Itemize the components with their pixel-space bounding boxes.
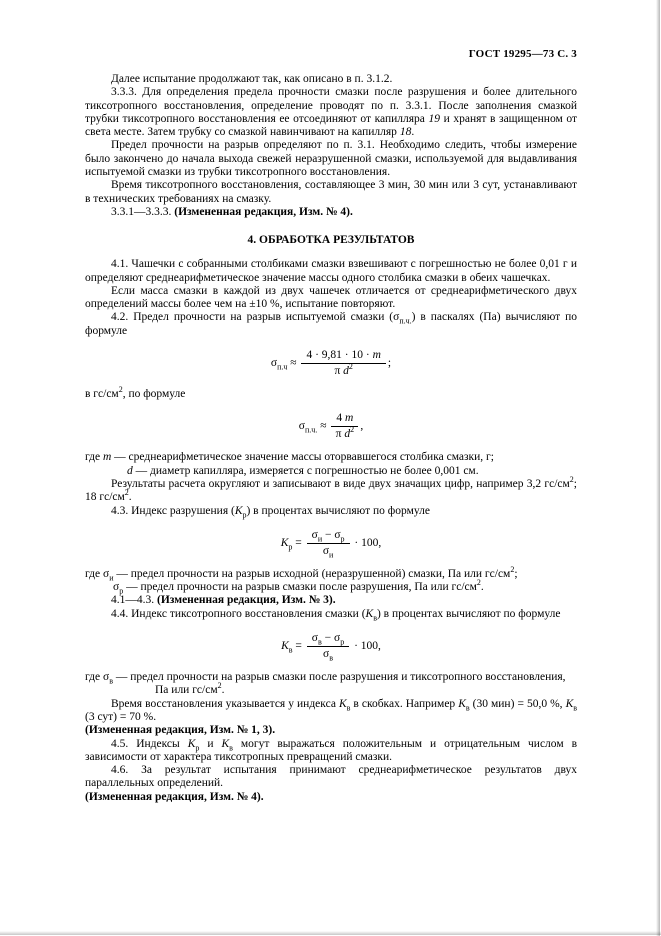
text-segment: К <box>280 536 289 549</box>
text-segment: − σ <box>322 528 341 541</box>
gost-header <box>85 48 577 60</box>
para-4-5 <box>85 738 577 765</box>
text-segment: где <box>85 451 103 464</box>
text-segment: σ <box>322 648 330 661</box>
fraction-numerator <box>307 632 349 647</box>
text-segment: могут выражаться положительным и отрицательным числом в зависимости от характера тиксотропных превращений смазки. <box>85 737 577 763</box>
text-segment: и <box>199 737 222 750</box>
formula-restoration-index <box>85 632 577 661</box>
text-segment: К <box>458 697 466 710</box>
text-segment: ) в процентах вычисляют по формуле <box>246 504 430 517</box>
text-segment: в <box>229 742 233 752</box>
para-strength-determination <box>85 139 577 179</box>
text-segment: · 100, <box>351 640 381 653</box>
text-segment: σ <box>311 528 318 541</box>
scan-edge-bottom <box>0 931 661 935</box>
text-segment: − σ <box>321 632 341 645</box>
para-4-3 <box>85 505 577 518</box>
text-segment: ; <box>387 357 392 370</box>
para-3-3-3 <box>85 86 577 139</box>
text-segment: 4 <box>336 412 345 425</box>
text-segment: К <box>234 504 243 517</box>
text-segment: и <box>329 550 334 560</box>
text-segment: К <box>565 697 574 710</box>
text-segment: Время восстановления указывается у индекса <box>111 697 339 710</box>
text-segment: σ <box>322 544 330 557</box>
formula-strength-pa <box>85 349 577 378</box>
text-segment: 4 · 9,81 · 10 · <box>306 349 373 362</box>
text-segment: , <box>360 420 364 433</box>
text-segment: п.ч. <box>305 425 318 435</box>
text-segment: — диаметр капилляра, измеряется с погрешностью не более 0,001 см. <box>132 464 479 477</box>
text-segment: · 100, <box>351 536 382 549</box>
formula-post <box>351 640 381 652</box>
text-segment: где σ <box>85 567 110 580</box>
text-segment: (Измененная редакция, Изм. № 1, 3). <box>85 724 276 737</box>
text-segment: . <box>411 126 415 139</box>
text-segment: 4.6. За результат испытания принимают среднеарифметическое результатов двух параллельных определений. <box>85 764 577 790</box>
text-segment: в <box>329 653 333 663</box>
para-restoration-time <box>85 179 577 206</box>
para-4-1 <box>85 258 577 285</box>
para-4-1-tolerance <box>85 285 577 312</box>
text-segment: 4.4. Индекс тиксотропного восстановления смазки ( <box>111 607 366 620</box>
text-segment: р <box>195 742 200 752</box>
text-segment: ; <box>514 567 518 580</box>
text-segment: К <box>221 737 230 750</box>
text-segment: σ <box>298 420 305 433</box>
text-segment: (Измененная редакция, Изм. № 4). <box>85 790 264 803</box>
formula-lhs <box>280 536 305 552</box>
para-restoration-example <box>85 698 577 725</box>
fraction-denominator <box>301 364 385 378</box>
formula-lhs <box>270 357 300 372</box>
text-segment: и хранят в защищенном от света месте. Затем трубку со смазкой навинчивают на капилляр <box>85 112 577 139</box>
formula-post <box>388 357 391 369</box>
text-segment: п.ч. <box>399 316 412 326</box>
text-segment: d <box>127 464 133 477</box>
text-segment: р <box>340 534 345 544</box>
text-segment: в <box>346 702 351 712</box>
text-segment: 3.3.1—3.3.3. <box>111 205 175 218</box>
text-segment: в <box>373 613 377 623</box>
text-segment: Далее испытание продолжают так, как описано в п. 3.1.2. <box>111 73 393 85</box>
text-segment: в <box>288 645 293 655</box>
text-segment: σ <box>311 632 318 645</box>
text-segment: п.ч <box>277 362 288 372</box>
text-segment: — предел прочности на разрыв исходной (неразрушенной) смазки, Па или гс/см <box>113 567 511 580</box>
text-segment: ≈ <box>287 357 300 370</box>
text-segment: . <box>480 581 484 594</box>
text-segment: р <box>288 542 293 552</box>
text-segment: 2 <box>118 385 123 395</box>
text-segment: р <box>340 637 345 647</box>
para-4-6 <box>85 764 577 791</box>
where-sigma-v-units <box>155 681 577 697</box>
text-segment: π <box>335 428 345 441</box>
text-segment: d <box>343 365 349 378</box>
text-segment: Результаты расчета округляют и записывают в виде двух значащих цифр, например 3,2 гс/см <box>111 477 570 490</box>
text-segment: 4.2. Предел прочности на разрыв испытуемой смазки (σ <box>111 311 400 324</box>
text-segment: (30 мин) = 50,0 %, <box>469 697 566 710</box>
para-rounding <box>85 475 577 505</box>
where-sigma-i-line <box>85 565 577 583</box>
text-segment: Если масса смазки в каждой из двух чашечек отличается от среднеарифметического двух определений массы более чем на ±10 %, испытание повторяют. <box>85 284 577 311</box>
where-sigma-r-line <box>113 578 577 596</box>
doc-number: ГОСТ 19295—73 С. 3 <box>468 48 577 60</box>
text-segment: в <box>465 702 470 712</box>
text-segment: 2 <box>476 578 481 588</box>
text-segment: π <box>334 365 344 378</box>
formula-strength-gs <box>85 412 577 441</box>
text-segment: ; 18 гс/см <box>85 477 577 504</box>
where-sigma-v-line <box>85 671 577 684</box>
text-segment: m <box>372 349 381 362</box>
fraction <box>329 412 360 441</box>
text-segment: 2 <box>217 681 222 691</box>
text-segment: К <box>281 640 289 653</box>
text-segment: . <box>128 491 132 504</box>
text-segment: р <box>119 586 124 596</box>
fraction-numerator <box>331 412 358 427</box>
fraction <box>305 632 351 661</box>
text-segment: Время тиксотропного восстановления, составляющее 3 мин, 30 мин или 3 сут, устанавливают в технических требованиях на смазку. <box>85 179 577 205</box>
text-segment: — предел прочности на разрыв смазки после разрушения, Па или гс/см <box>123 581 477 594</box>
fraction-numerator <box>307 529 350 544</box>
fraction-denominator <box>307 647 349 661</box>
fraction-numerator <box>301 349 385 364</box>
text-segment: 18 <box>399 126 412 139</box>
text-segment: и <box>109 573 114 583</box>
text-segment: 3.3.3. Для определения предела прочности смазки после разрушения и более длительного тиксотропного восстановления, определение проводят по п. 3.3.1. После заполнения смазкой трубки тиксотропного восстановления ее отсоединяют от капилляра <box>85 86 577 125</box>
where-m-line <box>85 451 577 464</box>
text-segment: 2 <box>569 475 574 485</box>
text-segment: 2 <box>124 488 129 498</box>
text-segment: р <box>242 509 247 519</box>
scan-edge-right <box>656 0 660 936</box>
fraction <box>305 529 352 558</box>
text-segment: К <box>187 737 196 750</box>
text-segment: m <box>345 412 354 425</box>
text-segment: = <box>292 640 305 653</box>
para-amendment-4 <box>85 791 577 804</box>
fraction-denominator <box>331 427 358 441</box>
text-segment: 2 <box>510 565 515 574</box>
text-segment: Па или гс/см <box>155 684 218 697</box>
formula-post <box>360 420 363 432</box>
text-segment: 4.1—4.3. <box>111 594 157 607</box>
fraction <box>299 349 387 378</box>
section-heading-results: 4. ОБРАБОТКА РЕЗУЛЬТАТОВ <box>247 234 415 247</box>
text-segment: и <box>317 534 323 544</box>
formula-post <box>352 537 382 549</box>
para-4-4 <box>85 608 577 621</box>
text-segment: в гс/см <box>85 388 119 401</box>
text-segment: σ <box>113 581 120 594</box>
text-segment: — предел прочности на разрыв смазки после разрушения и тиксотропного восстановления, <box>112 671 566 684</box>
text-segment: ) в паскалях (Па) вычисляют по формуле <box>85 311 577 337</box>
text-segment: σ <box>270 357 278 370</box>
formula-lhs <box>298 420 330 435</box>
formula-destruction-index <box>85 529 577 558</box>
text-segment: — среднеарифметическое значение массы оторвавшегося столбика смазки, г; <box>111 451 494 464</box>
text-segment: 19 <box>428 112 440 125</box>
text-segment: 4.5. Индексы <box>111 737 188 750</box>
text-segment: 4.1. Чашечки с собранными столбиками смазки взвешивают с погрешностью не более 0,01 г и определяют среднеарифметическое значение массы одного столбика смазки в обеих чашечках. <box>85 258 577 284</box>
text-segment: d <box>344 428 351 441</box>
text-segment: К <box>365 607 374 620</box>
para-4-2 <box>85 311 577 338</box>
para-amendment-4-1-4-3 <box>85 594 577 607</box>
text-segment: = <box>292 536 305 549</box>
text-segment: в <box>317 637 322 647</box>
text-segment: в <box>109 676 113 686</box>
para-amendment-3-3 <box>85 206 577 219</box>
text-segment: (Измененная редакция, Изм. № 3). <box>157 594 336 607</box>
text-segment: (3 сут) = 70 %. <box>85 710 157 723</box>
text-segment: ≈ <box>317 420 330 433</box>
text-segment: 4.3. Индекс разрушения ( <box>111 504 235 517</box>
para-gs-cm2 <box>85 385 577 401</box>
para-continue-test <box>85 73 577 86</box>
text-segment: Предел прочности на разрыв определяют по п. 3.1. Необходимо следить, чтобы измерение было закончено до начала выхода свежей неразрушенной смазки, используемой для выдавливания испытуемой смазки из трубки тиксотропного восстановления. <box>85 139 577 179</box>
text-segment: в скобках. Например <box>350 697 459 710</box>
text-segment: , по формуле <box>122 388 186 401</box>
text-segment: . <box>221 684 225 697</box>
text-segment: m <box>102 451 112 464</box>
text-segment: (Измененная редакция, Изм. № 4). <box>174 205 353 218</box>
formula-lhs <box>281 640 305 655</box>
text-segment: в <box>573 702 577 712</box>
para-amendment-1-3 <box>85 724 577 737</box>
fraction-denominator <box>307 544 350 558</box>
text-segment: К <box>338 697 347 710</box>
text-segment: ) в процентах вычисляют по формуле <box>376 607 561 620</box>
text-segment: 2 <box>348 362 353 372</box>
where-d-line <box>127 465 577 478</box>
text-segment: 2 <box>350 425 355 435</box>
text-segment: где σ <box>85 671 110 684</box>
